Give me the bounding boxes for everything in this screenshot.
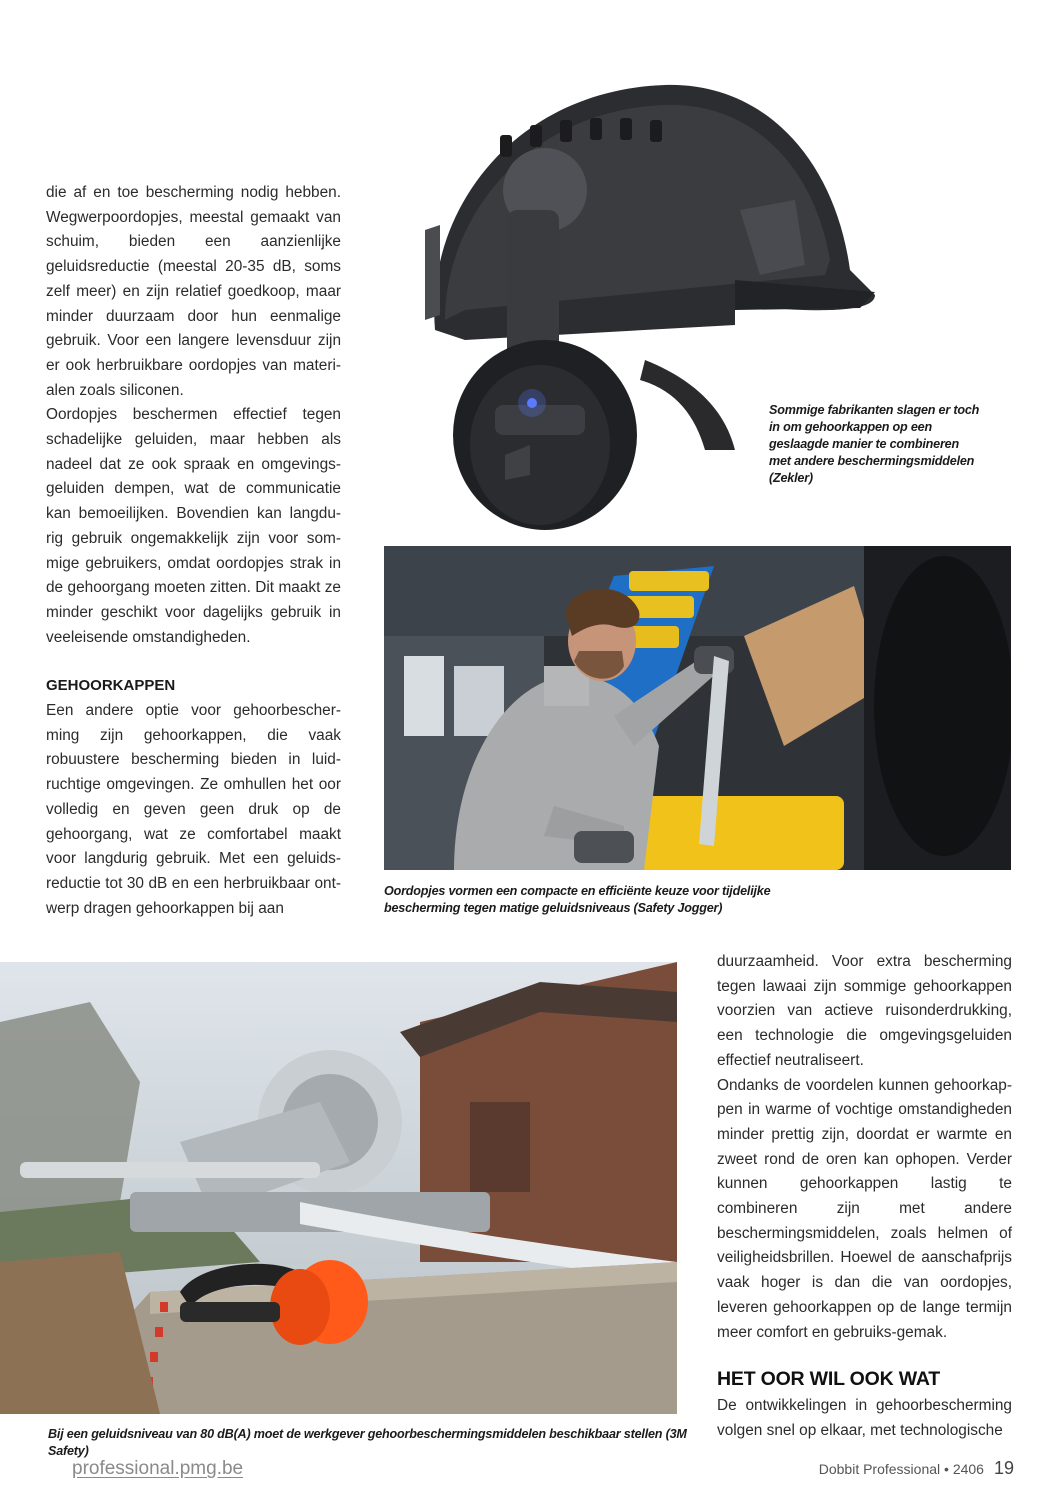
- left-paragraph-3: Een andere optie voor gehoorbescher-ming zijn gehoorkappen, die vaak robuustere bescherming bieden in luid-ruchtige omgevingen. Ze omhullen het oor volledig en geven geen druk op de gehoorgang, wat ze comfortabel maakt voor langdurig gebruik. Met een geluids-reductie tot 30 dB en een herbruikbaar ont-werp dragen gehoorkappen bij aan: [46, 702, 341, 917]
- right-paragraph-3: De ontwikkelingen in gehoorbescherming volgen snel op elkaar, met technologische: [717, 1396, 1012, 1439]
- right-paragraph-1: duurzaamheid. Voor extra bescherming tegen lawaai zijn sommige gehoorkappen voorzien van actieve ruisonderdrukking, een technologie die omgevingsgeluiden effectief neutraliseert.: [717, 953, 1012, 1069]
- right-text-column: [717, 950, 1012, 1443]
- page-number: 19: [993, 1458, 1014, 1478]
- left-text-column: [46, 181, 341, 921]
- worker-caption: Oordopjes vormen een compacte en efficiënte keuze voor tijdelijke bescherming tegen matige geluidsniveaus (Safety Jogger): [384, 884, 771, 915]
- right-paragraph-2: Ondanks de voordelen kunnen gehoorkap-pen in warme of vochtige omstandigheden minder prettig zijn, doordat er warmte en zweet rond de oren kan ophopen. Verder kunnen gehoorkappen lastig te combineren zijn met andere beschermingsmiddelen, zoals helmen of veiligheidsbrillen. Hoewel de aanschafprijs vaak hoger is dan die van oordopjes, leveren gehoorkappen op de lange termijn meer comfort en gebruiks-gemak.: [717, 1076, 1012, 1341]
- helmet-caption: Sommige fabrikanten slagen er toch in om gehoorkappen op een geslaagde manier te combineren met andere beschermingsmiddelen (Zekler): [769, 403, 980, 485]
- left-paragraph-1: die af en toe bescherming nodig hebben. Wegwerpoordopjes, meestal gemaakt van schuim, bieden een aanzienlijke geluidsreductie (meestal 20-35 dB, soms zelf meer) en zijn relatief goedkoop, maar minder duurzaam door hun eenmalige gebruik. Voor een langere levensduur zijn er ook herbruikbare oordopjes van materi-alen zoals siliconen.: [46, 184, 341, 399]
- worker-photo: [384, 546, 1011, 870]
- saw-caption: Bij een geluidsniveau van 80 dB(A) moet de werkgever gehoorbeschermingsmiddelen beschikbaar stellen (3M Safety): [48, 1427, 687, 1458]
- section-heading-oor: HET OOR WIL OOK WAT: [717, 1368, 940, 1391]
- footer-publication-info: [819, 1458, 1014, 1479]
- saw-photo: [0, 962, 677, 1414]
- footer-publication: Dobbit Professional • 2406: [818, 1461, 984, 1477]
- left-paragraph-2: Oordopjes beschermen effectief tegen schadelijke geluiden, maar hebben als nadeel dat ze ook spraak en omgevings-geluiden dempen, wat de communicatie kan bemoeilijken. Bovendien kan langdu-rig gebruik ongemakkelijk zijn voor som-mige gebruikers, omdat oordopjes strak in de gehoorgang moeten zitten. Dit maakt ze minder geschikt voor dagelijks gebruik in veeleisende omstandigheden.: [46, 406, 341, 646]
- footer-website-link[interactable]: professional.pmg.be: [72, 1458, 244, 1479]
- section-heading-gehoorkappen: GEHOORKAPPEN: [46, 677, 176, 695]
